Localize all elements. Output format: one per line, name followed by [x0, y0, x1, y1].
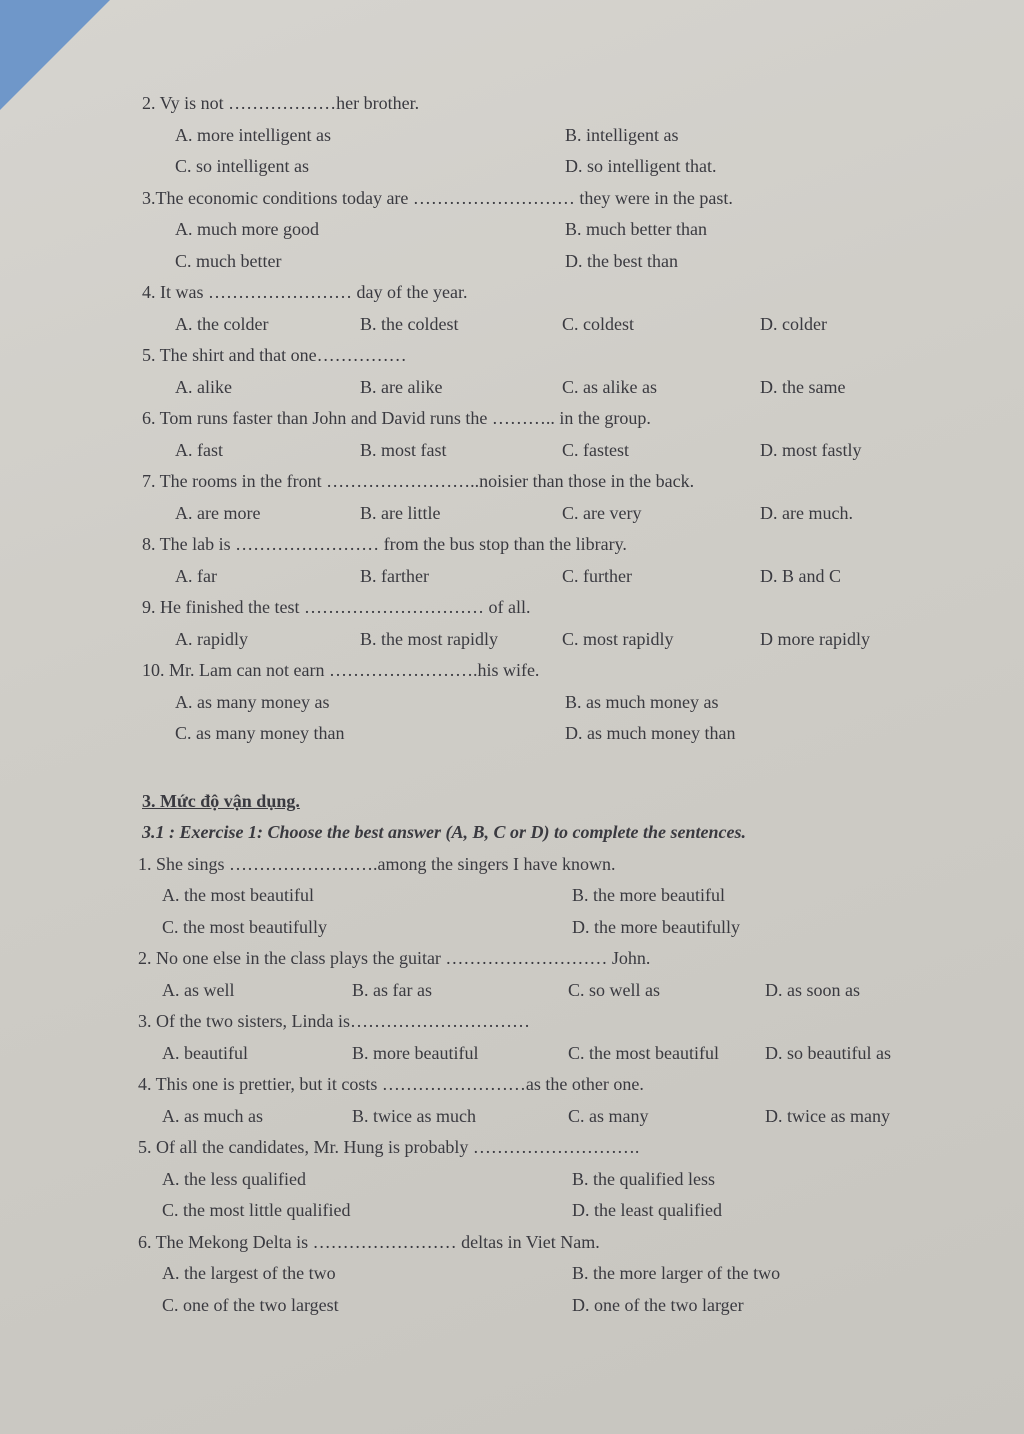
option-c[interactable]: C. one of the two largest: [162, 1294, 339, 1315]
options-row: [130, 435, 950, 467]
option-d[interactable]: D. the more beautifully: [572, 916, 740, 937]
options-row: [130, 880, 950, 912]
option-d[interactable]: D. B and C: [760, 565, 841, 586]
question-text: 5. The shirt and that one……………: [142, 345, 407, 365]
question-item: [130, 655, 950, 750]
question-item: [130, 1227, 950, 1322]
question-text: 6. The Mekong Delta is …………………… deltas in Viet Nam.: [138, 1231, 600, 1252]
options-row: [130, 120, 950, 152]
option-a[interactable]: A. are more: [175, 502, 261, 523]
question-text: 10. Mr. Lam can not earn …………………….his wife.: [142, 660, 540, 680]
option-d[interactable]: D more rapidly: [760, 628, 870, 649]
option-a[interactable]: A. fast: [175, 439, 223, 460]
option-b[interactable]: B. as much money as: [565, 691, 719, 712]
options-row: [130, 372, 950, 404]
question-item: [130, 529, 950, 592]
option-b[interactable]: B. the qualified less: [572, 1168, 715, 1189]
question-item: [130, 943, 950, 1006]
options-row: [130, 1290, 950, 1322]
option-b[interactable]: B. intelligent as: [565, 124, 679, 145]
option-d[interactable]: D. as soon as: [765, 979, 860, 1000]
option-c[interactable]: C. the most little qualified: [162, 1200, 351, 1220]
option-a[interactable]: A. as many money as: [175, 691, 330, 712]
question-text: 2. No one else in the class plays the guitar ……………………… John.: [138, 948, 651, 968]
question-text: 4. This one is prettier, but it costs ……………………as the other one.: [138, 1074, 644, 1094]
options-row: [130, 1195, 950, 1227]
question-text: 3.The economic conditions today are ……………………… they were in the past.: [142, 187, 733, 208]
option-d[interactable]: D. colder: [760, 313, 827, 334]
option-a[interactable]: A. alike: [175, 376, 232, 397]
option-b[interactable]: B. the coldest: [360, 313, 459, 334]
option-d[interactable]: D. as much money than: [565, 723, 736, 743]
option-c[interactable]: C. as many: [568, 1105, 649, 1126]
option-a[interactable]: A. the largest of the two: [162, 1263, 336, 1283]
option-b[interactable]: B. more beautiful: [352, 1042, 479, 1063]
options-row: [130, 151, 950, 183]
option-c[interactable]: C. fastest: [562, 439, 629, 460]
options-row: [130, 309, 950, 341]
options-row: [130, 1258, 950, 1290]
option-d[interactable]: D. so intelligent that.: [565, 156, 717, 176]
question-text: 5. Of all the candidates, Mr. Hung is probably ……………………….: [138, 1137, 640, 1157]
option-c[interactable]: C. much better: [175, 250, 282, 271]
option-b[interactable]: B. are alike: [360, 376, 443, 397]
option-b[interactable]: B. twice as much: [352, 1105, 476, 1126]
option-a[interactable]: A. as well: [162, 979, 235, 1000]
option-a[interactable]: A. far: [175, 565, 217, 586]
options-row: [130, 498, 950, 530]
option-b[interactable]: B. the more larger of the two: [572, 1263, 781, 1283]
option-c[interactable]: C. the most beautifully: [162, 916, 327, 937]
question-item: [130, 849, 950, 944]
options-row: [130, 912, 950, 944]
section-title: 3. Mức độ vận dụng.: [142, 790, 300, 811]
options-row: [130, 214, 950, 246]
question-text: 1. She sings …………………….among the singers I have known.: [138, 853, 616, 874]
option-a[interactable]: A. much more good: [175, 219, 319, 239]
question-item: [130, 88, 950, 183]
option-d[interactable]: D. are much.: [760, 502, 853, 523]
question-item: [130, 1132, 950, 1227]
options-row: [130, 1164, 950, 1196]
question-item: [130, 1006, 950, 1069]
options-row: [130, 561, 950, 593]
option-c[interactable]: C. as many money than: [175, 723, 345, 743]
option-b[interactable]: B. farther: [360, 565, 429, 586]
option-b[interactable]: B. much better than: [565, 219, 707, 239]
option-d[interactable]: D. the same: [760, 376, 846, 397]
question-text: 2. Vy is not ………………her brother.: [142, 93, 420, 113]
option-a[interactable]: A. rapidly: [175, 628, 248, 649]
option-a[interactable]: A. the colder: [175, 313, 269, 334]
options-row: [130, 1038, 950, 1070]
option-c[interactable]: C. so intelligent as: [175, 156, 309, 176]
option-c[interactable]: C. so well as: [568, 979, 660, 1000]
question-text: 8. The lab is …………………… from the bus stop than the library.: [142, 534, 627, 554]
option-a[interactable]: A. the less qualified: [162, 1168, 306, 1189]
options-row: [130, 975, 950, 1007]
options-row: [130, 624, 950, 656]
option-d[interactable]: D. so beautiful as: [765, 1042, 891, 1063]
option-d[interactable]: D. the best than: [565, 250, 678, 271]
option-b[interactable]: B. are little: [360, 502, 441, 523]
option-a[interactable]: A. the most beautiful: [162, 885, 314, 905]
question-text: 7. The rooms in the front ……………………..noisier than those in the back.: [142, 471, 695, 491]
question-item: [130, 1069, 950, 1132]
question-text: 6. Tom runs faster than John and David runs the ……….. in the group.: [142, 408, 651, 428]
option-d[interactable]: D. one of the two larger: [572, 1294, 744, 1315]
option-b[interactable]: B. as far as: [352, 979, 432, 1000]
option-a[interactable]: A. beautiful: [162, 1042, 248, 1063]
option-c[interactable]: C. as alike as: [562, 376, 657, 397]
option-c[interactable]: C. further: [562, 565, 632, 586]
option-b[interactable]: B. the most rapidly: [360, 628, 498, 649]
option-c[interactable]: C. most rapidly: [562, 628, 674, 649]
exercise-title: 3.1 : Exercise 1: Choose the best answer (A, B, C or D) to complete the sentences.: [142, 822, 746, 842]
options-row: [130, 246, 950, 278]
option-d[interactable]: D. most fastly: [760, 439, 862, 460]
question-text: 4. It was …………………… day of the year.: [142, 282, 468, 302]
question-item: [130, 277, 950, 340]
option-c[interactable]: C. coldest: [562, 313, 634, 334]
part1-questions: [130, 88, 950, 750]
option-c[interactable]: C. are very: [562, 502, 642, 523]
question-item: [130, 340, 950, 403]
question-text: 3. Of the two sisters, Linda is…………………………: [138, 1011, 530, 1031]
worksheet-content: [130, 88, 950, 1321]
question-text: 9. He finished the test ………………………… of all.: [142, 597, 531, 617]
question-item: [130, 592, 950, 655]
part2-questions: [130, 849, 950, 1322]
option-d[interactable]: D. the least qualified: [572, 1200, 722, 1220]
options-row: [130, 1101, 950, 1133]
option-b[interactable]: B. most fast: [360, 439, 447, 460]
question-item: [130, 403, 950, 466]
option-a[interactable]: A. more intelligent as: [175, 124, 331, 145]
option-b[interactable]: B. the more beautiful: [572, 885, 725, 905]
option-a[interactable]: A. as much as: [162, 1105, 263, 1126]
blue-corner-background: [0, 0, 110, 110]
option-c[interactable]: C. the most beautiful: [568, 1042, 719, 1063]
question-item: [130, 183, 950, 278]
options-row: [130, 718, 950, 750]
question-item: [130, 466, 950, 529]
options-row: [130, 687, 950, 719]
option-d[interactable]: D. twice as many: [765, 1105, 890, 1126]
